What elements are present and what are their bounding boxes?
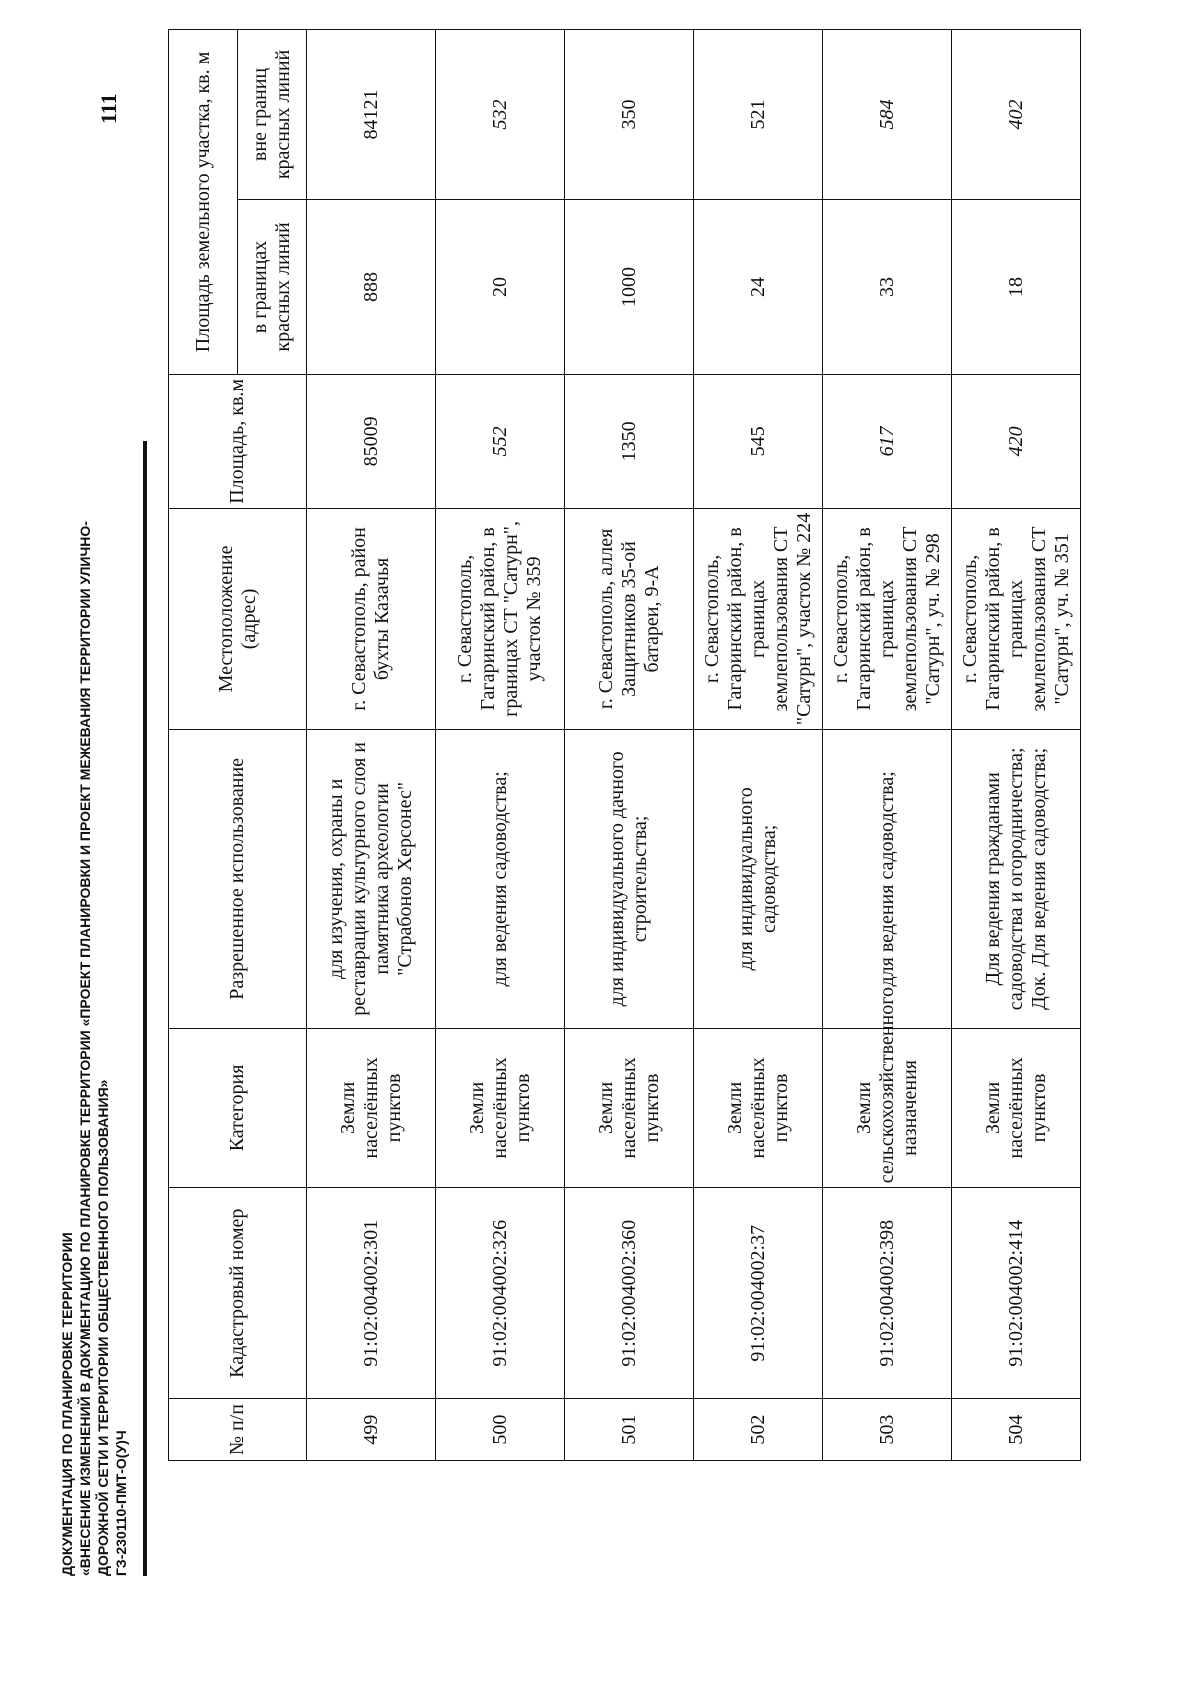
cell-inside: 18 — [952, 199, 1081, 374]
cell-usage: для ведения садоводства; — [436, 730, 565, 1029]
land-plots-table — [168, 29, 1081, 1461]
table-row — [952, 30, 1081, 1461]
header-line-4: ГЗ-230110-ПМТ-О(У)Ч — [113, 1430, 129, 1576]
cell-category: Земли населённых пунктов — [565, 1028, 694, 1188]
header-category: Категория — [169, 1028, 307, 1188]
document-header — [58, 426, 130, 1576]
cell-location: г. Севастополь, Гагаринский район, в границах СТ "Сатурн", участок № 359 — [436, 508, 565, 729]
header-location: Местоположение (адрес) — [169, 508, 307, 729]
cell-num: 502 — [694, 1399, 823, 1461]
cell-area: 1350 — [565, 374, 694, 508]
cell-area: 552 — [436, 374, 565, 508]
cell-category: Земли сельскохозяйственного назначения — [823, 1028, 952, 1188]
cell-usage: для индивидуального дачного строительства; — [565, 730, 694, 1029]
header-num: № п/п — [169, 1399, 307, 1461]
table-body — [307, 30, 1081, 1461]
header-usage: Разрешенное использование — [169, 730, 307, 1029]
cell-area: 545 — [694, 374, 823, 508]
header-line-1: ДОКУМЕНТАЦИЯ ПО ПЛАНИРОВКЕ ТЕРРИТОРИИ — [59, 1232, 75, 1576]
cell-area: 617 — [823, 374, 952, 508]
cell-outside: 350 — [565, 30, 694, 200]
cell-num: 504 — [952, 1399, 1081, 1461]
cell-usage: для ведения садоводства; — [823, 730, 952, 1029]
table-row — [823, 30, 952, 1461]
cell-cadastral: 91:02:004002:326 — [436, 1188, 565, 1399]
cell-usage: для индивидуального садоводства; — [694, 730, 823, 1029]
header-area: Площадь, кв.м — [169, 374, 307, 508]
header-line-3: ДОРОЖНОЙ СЕТИ И ТЕРРИТОРИИ ОБЩЕСТВЕННОГО ПОЛЬЗОВАНИЯ» — [95, 1079, 111, 1576]
cell-category: Земли населённых пунктов — [694, 1028, 823, 1188]
header-inside: в границах красных линий — [238, 199, 307, 374]
header-rule — [143, 441, 147, 1576]
cell-area: 85009 — [307, 374, 436, 508]
cell-location: г. Севастополь, Гагаринский район, в границах землепользования СТ "Сатурн", уч. № 298 — [823, 508, 952, 729]
table-row — [565, 30, 694, 1461]
cell-location: г. Севастополь, Гагаринский район, в границах землепользования СТ "Сатурн", участок № 224 — [694, 508, 823, 729]
cell-inside: 20 — [436, 199, 565, 374]
cell-usage: для изучения, охраны и реставрации культурного слоя и памятника археологии "Страбонов Херсонес" — [307, 730, 436, 1029]
cell-cadastral: 91:02:004002:37 — [694, 1188, 823, 1399]
cell-cadastral: 91:02:004002:301 — [307, 1188, 436, 1399]
cell-location: г. Севастополь, аллея Защитников 35-ой батареи, 9-А — [565, 508, 694, 729]
cell-num: 501 — [565, 1399, 694, 1461]
cell-category: Земли населённых пунктов — [952, 1028, 1081, 1188]
table-row — [307, 30, 436, 1461]
cell-num: 500 — [436, 1399, 565, 1461]
cell-outside: 84121 — [307, 30, 436, 200]
cell-inside: 24 — [694, 199, 823, 374]
cell-outside: 402 — [952, 30, 1081, 200]
cell-cadastral: 91:02:004002:398 — [823, 1188, 952, 1399]
cell-cadastral: 91:02:004002:360 — [565, 1188, 694, 1399]
cell-inside: 888 — [307, 199, 436, 374]
page-number: 111 — [96, 93, 121, 124]
cell-inside: 33 — [823, 199, 952, 374]
header-plot-area: Площадь земельного участка, кв. м — [169, 30, 238, 375]
cell-num: 503 — [823, 1399, 952, 1461]
cell-outside: 584 — [823, 30, 952, 200]
cell-category: Земли населённых пунктов — [436, 1028, 565, 1188]
cell-location: г. Севастополь, Гагаринский район, в границах землепользования СТ "Сатурн", уч. № 351 — [952, 508, 1081, 729]
table-row — [436, 30, 565, 1461]
cell-outside: 521 — [694, 30, 823, 200]
header-cadastral: Кадастровый номер — [169, 1188, 307, 1399]
cell-usage: Для ведения гражданами садоводства и огородничества; Док. Для ведения садоводства; — [952, 730, 1081, 1029]
cell-category: Земли населённых пунктов — [307, 1028, 436, 1188]
table-row — [694, 30, 823, 1461]
cell-location: г. Севастополь, район бухты Казачья — [307, 508, 436, 729]
cell-inside: 1000 — [565, 199, 694, 374]
cell-area: 420 — [952, 374, 1081, 508]
cell-num: 499 — [307, 1399, 436, 1461]
header-line-2: «ВНЕСЕНИЕ ИЗМЕНЕНИЙ В ДОКУМЕНТАЦИЮ ПО ПЛАНИРОВКЕ ТЕРРИТОРИИ «ПРОЕКТ ПЛАНИРОВКИ И ПРОЕКТ МЕЖЕВАНИЯ ТЕРРИТОРИИ УЛИЧНО- — [77, 521, 93, 1576]
cell-cadastral: 91:02:004002:414 — [952, 1188, 1081, 1399]
header-outside: вне границ красных линий — [238, 30, 307, 200]
cell-outside: 532 — [436, 30, 565, 200]
